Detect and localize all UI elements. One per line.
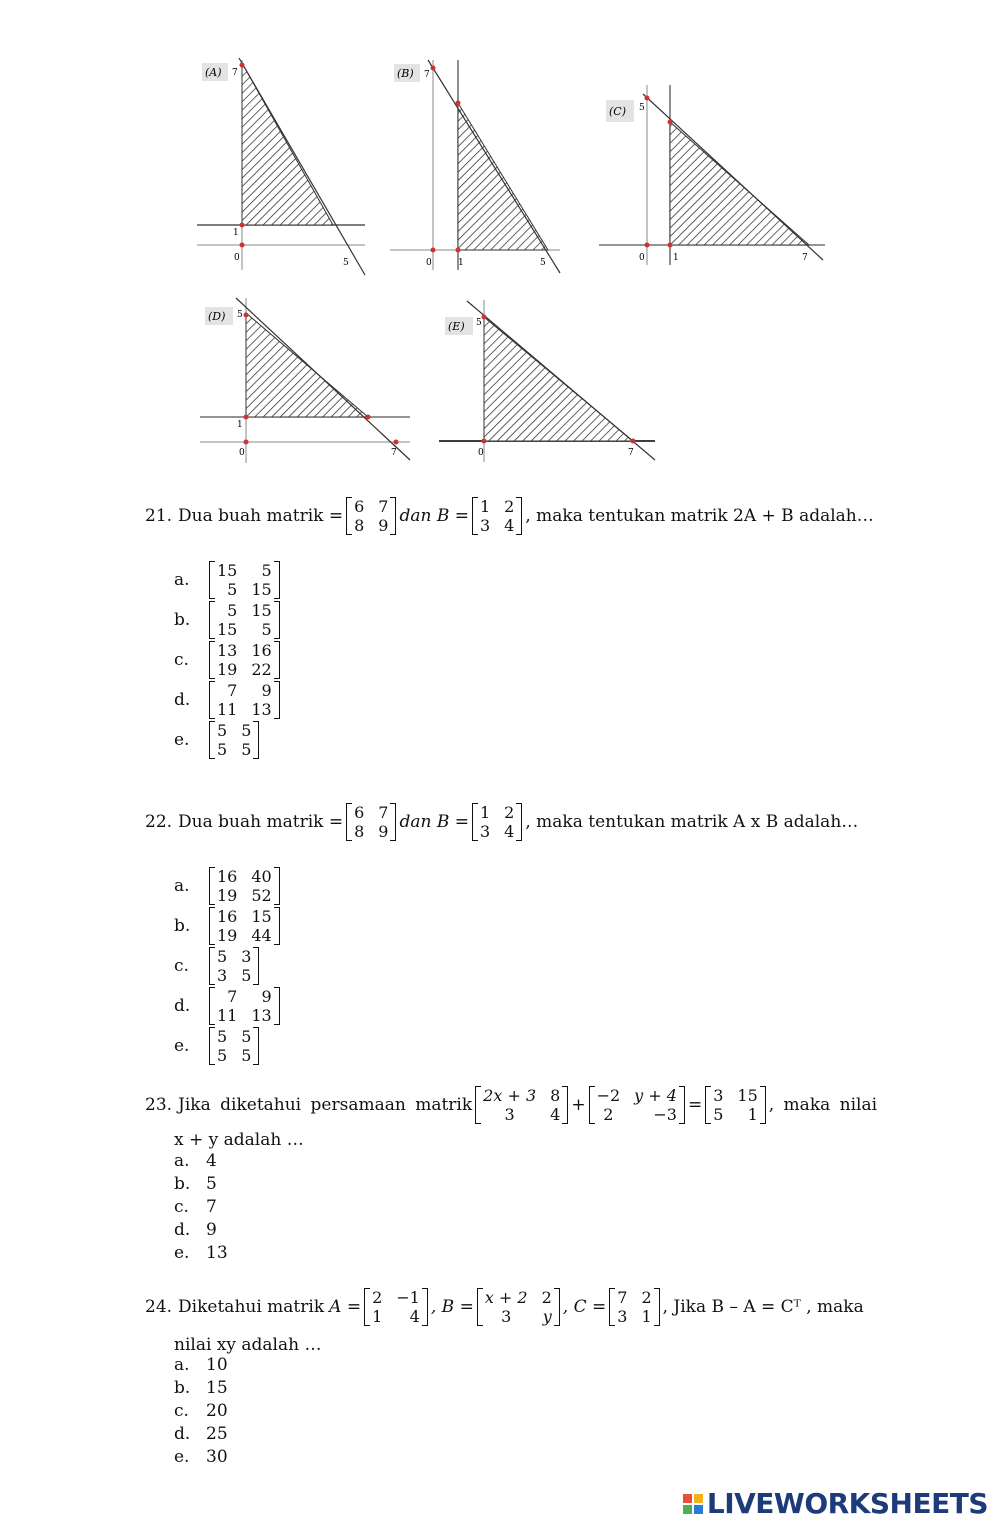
matrix-cell: 3 [713, 1086, 724, 1105]
tick-label: 7 [232, 68, 238, 78]
matrix-cell: 15 [251, 601, 272, 620]
graph-a [195, 55, 370, 277]
matrix-cell: 13 [217, 641, 238, 660]
matrix-cell: 5 [241, 1027, 252, 1046]
option-label: d. [174, 1423, 191, 1444]
question-text-line2: x + y adalah … [174, 1130, 304, 1150]
matrix-cell: 5 [241, 966, 252, 985]
logo-square [683, 1505, 692, 1514]
matrix-a [346, 803, 396, 841]
option-a[interactable] [174, 1149, 228, 1172]
matrix-cell: 7 [617, 1288, 628, 1307]
matrix-cell: 9 [261, 987, 272, 1006]
matrix-cell: 7 [378, 497, 389, 516]
matrix-cell: 5 [227, 580, 238, 599]
plus-sign: + [571, 1095, 586, 1115]
option-label: c. [174, 1400, 189, 1421]
option-matrix [209, 561, 280, 599]
matrix-cell: x + 2 [484, 1288, 528, 1307]
matrix-cell: 4 [550, 1105, 561, 1124]
matrix-cell: 44 [251, 926, 272, 945]
tick-label: 0 [426, 258, 432, 268]
matrix-cell: 7 [227, 987, 238, 1006]
matrix-a-label: A = [329, 1297, 362, 1317]
tick-label: 7 [802, 253, 808, 263]
graph-e [437, 297, 659, 465]
option-value: 9 [206, 1219, 217, 1240]
question-22 [145, 803, 858, 841]
question-number: 24. [145, 1297, 173, 1317]
matrix-cell: 1 [479, 803, 491, 822]
matrix-cell: 5 [261, 620, 272, 639]
option-label: e. [174, 1446, 190, 1467]
matrix-cell: 7 [378, 803, 389, 822]
matrix-b [477, 1288, 560, 1326]
option-label: a. [174, 570, 190, 590]
point [240, 63, 245, 68]
option-matrix [209, 907, 280, 945]
matrix-cell: 5 [713, 1105, 724, 1124]
option-c[interactable] [174, 640, 283, 680]
matrix-cell: 3 [504, 1105, 515, 1124]
matrix-cell: 16 [251, 641, 272, 660]
point [668, 243, 673, 248]
question-text: , Jika B – A = Cᵀ , maka [662, 1297, 864, 1317]
matrix-cell: 2 [372, 1288, 383, 1307]
matrix-cell: −3 [653, 1105, 677, 1124]
question-text: dan B = [399, 812, 469, 832]
option-label: b. [174, 916, 191, 936]
matrix-cell: 8 [354, 822, 365, 841]
option-label: c. [174, 1196, 189, 1217]
question-text: dan B = [399, 506, 469, 526]
option-value: 25 [206, 1423, 228, 1444]
logo-square [694, 1494, 703, 1503]
matrix-cell: 19 [217, 926, 238, 945]
point [645, 243, 650, 248]
option-value: 15 [206, 1377, 228, 1398]
matrix-m1 [475, 1086, 568, 1124]
matrix-cell: 5 [217, 1027, 228, 1046]
logo-text: LIVEWORKSHEETS [706, 1487, 988, 1520]
question-text: , maka tentukan matrik A x B adalah… [525, 812, 859, 832]
point [645, 96, 650, 101]
option-a[interactable] [174, 1353, 228, 1376]
matrix-cell: y [542, 1307, 552, 1326]
option-a[interactable] [174, 866, 283, 906]
logo-square [694, 1505, 703, 1514]
option-b[interactable] [174, 1376, 228, 1399]
question-number: 21. [145, 506, 173, 526]
tick-label: 1 [233, 228, 239, 238]
tick-label: 5 [343, 258, 349, 268]
matrix-cell: 11 [217, 700, 238, 719]
tick-label: 5 [476, 318, 482, 328]
feasible-region [246, 313, 368, 417]
question-21 [145, 497, 874, 535]
graph-label: (E) [448, 320, 465, 333]
matrix-cell: 40 [251, 867, 272, 886]
matrix-cell: 1 [641, 1307, 652, 1326]
matrix-cell: 9 [261, 681, 272, 700]
option-d[interactable] [174, 986, 283, 1026]
matrix-cell: 16 [217, 907, 238, 926]
matrix-cell: −2 [596, 1086, 621, 1105]
question-text: Diketahui matrik [178, 1297, 325, 1317]
logo-icon [683, 1494, 703, 1514]
option-label: b. [174, 1173, 191, 1194]
matrix-cell: 5 [241, 1046, 252, 1065]
logo-square [683, 1494, 692, 1503]
matrix-cell: 4 [504, 516, 515, 535]
matrix-cell: −1 [396, 1288, 420, 1307]
question-23 [145, 1086, 877, 1151]
matrix-cell: 2x + 3 [483, 1086, 537, 1105]
matrix-cell: 15 [217, 561, 238, 580]
option-value: 13 [206, 1242, 228, 1263]
matrix-cell: 22 [251, 660, 272, 679]
point [482, 439, 487, 444]
graph-label: (B) [397, 67, 414, 80]
matrix-cell: 5 [217, 740, 228, 759]
options-21 [174, 560, 283, 760]
tick-label: 7 [391, 448, 397, 458]
option-matrix [209, 601, 280, 639]
option-label: a. [174, 1354, 190, 1375]
option-matrix [209, 987, 280, 1025]
matrix-cell: 2 [641, 1288, 652, 1307]
point [668, 120, 673, 125]
graph-b [388, 55, 563, 277]
point [244, 313, 249, 318]
matrix-cell: 5 [217, 947, 228, 966]
tick-label: 7 [628, 448, 634, 458]
matrix-cell: 3 [479, 516, 491, 535]
option-e[interactable] [174, 720, 283, 760]
tick-label: 5 [540, 258, 546, 268]
tick-label: 0 [239, 448, 245, 458]
question-number: 22. [145, 812, 173, 832]
question-text-line2: nilai xy adalah … [174, 1335, 322, 1355]
option-value: 4 [206, 1150, 217, 1171]
option-label: b. [174, 1377, 191, 1398]
option-value: 10 [206, 1354, 228, 1375]
matrix-cell: 2 [541, 1288, 552, 1307]
matrix-cell: 15 [251, 907, 272, 926]
option-b[interactable] [174, 1172, 228, 1195]
tick-label: 1 [458, 258, 464, 268]
matrix-cell: 3 [479, 822, 491, 841]
option-b[interactable] [174, 906, 283, 946]
matrix-cell: 1 [372, 1307, 383, 1326]
matrix-cell: 4 [409, 1307, 420, 1326]
matrix-cell: 5 [217, 721, 228, 740]
tick-label: 7 [424, 70, 430, 80]
liveworksheets-logo[interactable] [683, 1487, 988, 1520]
matrix-cell: 8 [354, 516, 365, 535]
graph-label: (D) [208, 310, 226, 323]
graph-label: (A) [205, 66, 222, 79]
matrix-cell: 6 [354, 497, 365, 516]
options-22 [174, 866, 283, 1066]
matrix-cell: 16 [217, 867, 238, 886]
point [240, 223, 245, 228]
point [456, 101, 461, 106]
matrix-cell: 2 [603, 1105, 614, 1124]
point [240, 243, 245, 248]
matrix-cell: 3 [617, 1307, 628, 1326]
matrix-cell: 7 [227, 681, 238, 700]
matrix-b [472, 803, 522, 841]
option-label: e. [174, 1242, 190, 1263]
matrix-cell: 19 [217, 660, 238, 679]
point [244, 440, 249, 445]
point [244, 415, 249, 420]
point [366, 415, 371, 420]
option-matrix [209, 947, 259, 985]
option-label: b. [174, 610, 191, 630]
matrix-cell: 19 [217, 886, 238, 905]
matrix-c-label: , C = [562, 1297, 607, 1317]
matrix-m3 [705, 1086, 766, 1124]
matrix-a [346, 497, 396, 535]
matrix-cell: 4 [504, 822, 515, 841]
matrix-cell: 13 [251, 1006, 272, 1025]
option-d[interactable] [174, 680, 283, 720]
question-text: Dua buah matrik = [178, 506, 344, 526]
option-label: c. [174, 650, 189, 670]
matrix-cell: 3 [217, 966, 228, 985]
option-d[interactable] [174, 1218, 228, 1241]
tick-label: 1 [237, 420, 243, 430]
matrix-cell: 5 [261, 561, 272, 580]
matrix-cell: 9 [378, 822, 389, 841]
option-matrix [209, 1027, 259, 1065]
option-value: 5 [206, 1173, 217, 1194]
option-value: 20 [206, 1400, 228, 1421]
point [394, 440, 399, 445]
question-text: Dua buah matrik = [178, 812, 344, 832]
option-matrix [209, 681, 280, 719]
matrix-cell: 8 [550, 1086, 561, 1105]
tick-label: 5 [237, 310, 243, 320]
point [482, 315, 487, 320]
matrix-cell: 5 [241, 721, 252, 740]
option-label: c. [174, 956, 189, 976]
matrix-cell: 5 [241, 740, 252, 759]
option-c[interactable] [174, 1195, 228, 1218]
matrix-cell: 13 [251, 700, 272, 719]
tick-label: 0 [234, 253, 240, 263]
option-e[interactable] [174, 1026, 283, 1066]
point [631, 439, 636, 444]
option-label: a. [174, 876, 190, 896]
option-a[interactable] [174, 560, 283, 600]
options-24 [174, 1353, 228, 1468]
matrix-cell: 9 [378, 516, 389, 535]
matrix-cell: 6 [354, 803, 365, 822]
matrix-cell: 1 [747, 1105, 758, 1124]
option-matrix [209, 867, 280, 905]
option-label: d. [174, 996, 191, 1016]
matrix-b [472, 497, 522, 535]
option-label: d. [174, 1219, 191, 1240]
matrix-m2 [589, 1086, 685, 1124]
matrix-cell: y + 4 [634, 1086, 677, 1105]
matrix-cell: 15 [737, 1086, 758, 1105]
option-d[interactable] [174, 1422, 228, 1445]
matrix-cell: 15 [251, 580, 272, 599]
question-text: , maka nilai [768, 1095, 878, 1115]
matrix-b-label: , B = [430, 1297, 474, 1317]
matrix-cell: 1 [479, 497, 491, 516]
matrix-cell: 5 [227, 601, 238, 620]
option-c[interactable] [174, 1399, 228, 1422]
graph-d [198, 295, 413, 465]
option-label: e. [174, 730, 190, 750]
matrix-cell: 15 [217, 620, 238, 639]
question-text: Jika diketahui persamaan matrik [178, 1095, 473, 1115]
option-value: 30 [206, 1446, 228, 1467]
tick-label: 1 [673, 253, 679, 263]
tick-label: 0 [639, 253, 645, 263]
option-label: e. [174, 1036, 190, 1056]
point [431, 66, 436, 71]
option-matrix [209, 641, 280, 679]
option-c[interactable] [174, 946, 283, 986]
question-text: , maka tentukan matrik 2A + B adalah… [525, 506, 874, 526]
graph-label: (C) [609, 105, 626, 118]
matrix-a [364, 1288, 428, 1326]
matrix-cell: 11 [217, 1006, 238, 1025]
options-23 [174, 1149, 228, 1264]
option-b[interactable] [174, 600, 283, 640]
matrix-cell: 3 [501, 1307, 512, 1326]
option-e[interactable] [174, 1445, 228, 1468]
tick-label: 5 [639, 103, 645, 113]
matrix-cell: 3 [241, 947, 252, 966]
point [456, 248, 461, 253]
question-number: 23. [145, 1095, 173, 1115]
option-label: d. [174, 690, 191, 710]
matrix-cell: 2 [504, 497, 515, 516]
option-matrix [209, 721, 259, 759]
option-e[interactable] [174, 1241, 228, 1264]
graph-c [597, 80, 827, 270]
point [431, 248, 436, 253]
matrix-c [609, 1288, 659, 1326]
matrix-cell: 5 [217, 1046, 228, 1065]
option-value: 7 [206, 1196, 217, 1217]
matrix-cell: 2 [504, 803, 515, 822]
matrix-cell: 52 [251, 886, 272, 905]
tick-label: 0 [478, 448, 484, 458]
equals-sign: = [687, 1095, 703, 1115]
option-label: a. [174, 1150, 190, 1171]
feasible-region [458, 103, 548, 250]
question-24 [145, 1288, 864, 1356]
